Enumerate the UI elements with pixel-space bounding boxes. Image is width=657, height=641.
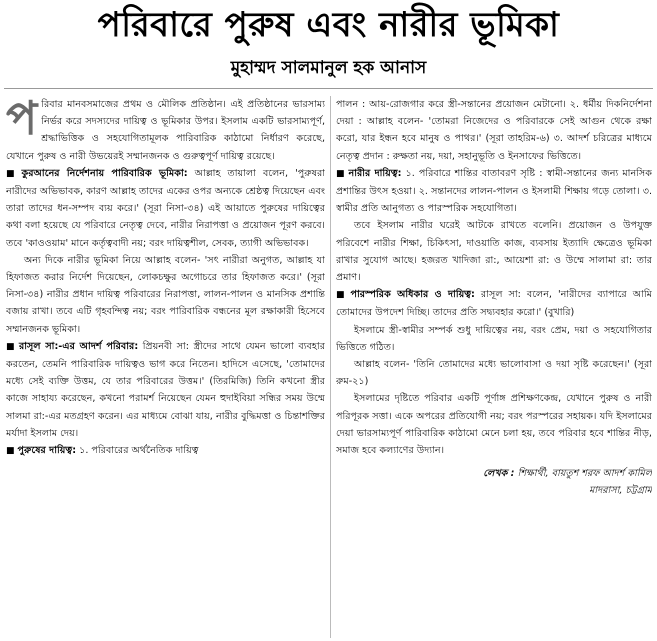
section1-heading: ■ কুরআনের নির্দেশনায় পারিবারিক ভূমিকা: [6, 168, 188, 179]
section5-paragraph3: আল্লাহ বলেন- 'তিনি তোমাদের মধ্যে ভালোবাসা ও দয়া সৃষ্টি করেছেন।' (সূরা রুম-২১) [336, 359, 652, 388]
section1-text: আল্লাহ তায়ালা বলেন, 'পুরুষরা নারীদের অভিভাবক, কারণ আল্লাহ তাদের একের ওপর অন্যকে শ্রেষ্ঠত্ব দিয়েছেন এবং তারা তাদের ধন-সম্পদ ব্যয় করে।' (সূরা নিসা-৩৪) এই আয়াতে পুরুষের দায়িত্বের কথা বলা হয়েছে যে পরিবারে নেতৃত্ব দেবে, নারীর নিরাপত্তা ও প্রয়োজন পূরণ করবে। তবে 'কাওওয়াম' মানে কর্তৃত্ববাদী নয়; বরং দায়িত্বশীল, সেবক, ত্যাগী অভিভাবক। [6, 167, 325, 249]
section5-text: রাসূল সা: বলেন, 'নারীদের ব্যাপারে আমি তোমাদের উপদেশ দিচ্ছি। তাদের প্রতি সদ্ব্যবহার করো।' (বুখারি) [336, 289, 652, 319]
section4-text: ১. পরিবারে শান্তির বাতাবরণ সৃষ্টি : স্বামী-সন্তানের জন্য মানসিক প্রশান্তির উৎস হওয়া। ২. সন্তানদের লালন-পালন ও ইসলামী শিক্ষায় গড়ে তোলা। ৩. স্বামীর প্রতি আনুগত্য ও পারস্পরিক সহযোগিতা। [336, 167, 652, 215]
section3-text-start: ১. পরিবারের অর্থনৈতিক দায়িত্ব [79, 445, 199, 457]
section5-heading: ■ পারস্পরিক অধিকার ও দায়িত্ব: [336, 289, 475, 300]
section2-paragraph [6, 338, 325, 442]
author-credit [336, 465, 652, 499]
intro-text: রিবার মানবসমাজের প্রথম ও মৌলিক প্রতিষ্ঠান। এই প্রতিষ্ঠানের ভারসাম্য নির্ভর করে সদস্যদের দায়িত্ব ও ভূমিকার উপর। ইসলাম একটি ভারসাম্যপূর্ণ, শ্রদ্ধাভিত্তিক ও সহযোগিতামূলক পারিবারিক কাঠামো নির্ধারণ করেছে, যেখানে পুরুষ ও নারী উভয়েরই সম্মানজনক ও গুরুত্বপূর্ণ দায়িত্ব রয়েছে। [6, 99, 325, 162]
dropcap: প [6, 96, 38, 145]
section4-heading: ■ নারীর দায়িত্ব: [336, 168, 402, 179]
article-headline: পরিবারে পুরুষ এবং নারীর ভূমিকা [97, 5, 560, 45]
section3-continued: পালন : আয়-রোজগার করে স্ত্রী-সন্তানের প্রয়োজন মেটানো। ২. ধর্মীয় দিকনির্দেশনা দেয়া : আল্লাহ বলেন- 'তোমরা নিজেদের ও পরিবারকে সেই আগুন থেকে রক্ষা করো, যার ইন্ধন হবে মানুষ ও পাথর।' (সূরা তাহরিম-৬) ৩. আদর্শ চরিত্রের মাধ্যমে নেতৃত্ব প্রদান : রুক্ষতা নয়, দয়া, সহানুভূতি ও ইনসাফের ভিত্তিতে। [336, 99, 652, 162]
section3-heading: ■ পুরুষের দায়িত্ব: [6, 445, 76, 456]
section4-paragraph [336, 165, 652, 218]
section5-paragraph2: ইসলামে স্ত্রী-স্বামীর সম্পর্ক শুধু দায়িত্বের নয়, বরং প্রেম, দয়া ও সহযোগিতার ভিত্তিতে গঠিত। [336, 324, 652, 353]
section2-text: প্রিয়নবী সা: স্ত্রীদের সাথে যেমন ভালো ব্যবহার করতেন, তেমনি পারিবারিক দায়িত্বও ভাগ করে নিতেন। হাদিসে এসেছে, 'তোমাদের মধ্যে সেই ব্যক্তি উত্তম, যে তার পরিবারের উত্তম।' (তিরমিজি) তিনি কখনো স্ত্রীর কাজে সাহায্য করেছেন, কখনো পরামর্শ নিয়েছেন যেমন হুদাইবিয়া সন্ধির সময় উম্মে সালমা রা:-এর মতগ্রহণ করেন। এর মাধ্যমে বোঝা যায়, নারীর বুদ্ধিমত্তা ও চিন্তাশক্তির মর্যাদা ইসলাম দেয়। [6, 340, 325, 439]
section3-paragraph [6, 442, 325, 460]
section4-paragraph2: তবে ইসলাম নারীর ঘরেই আটকে রাখতে বলেনি। প্রয়োজন ও উপযুক্ত পরিবেশে নারীর শিক্ষা, চিকিৎসা, দাওয়াতি কাজ, ব্যবসায় ইত্যাদি ক্ষেত্রেও ভূমিকা রাখার সুযোগ আছে। হজরত খাদিজা রা:, আয়েশা রা: ও উম্মে সালামা রা: তার প্রমাণ। [336, 220, 652, 284]
author-line2: মাদরাসা, চট্টগ্রাম [589, 485, 652, 497]
author-line1: শিক্ষার্থী, বায়তুশ শরফ আদর্শ কামিল [517, 468, 652, 480]
section2-heading: ■ রাসূল সা:-এর আদর্শ পরিবার: [6, 341, 138, 352]
article-byline: মুহাম্মদ সালমানুল হক আনাস [230, 58, 427, 78]
author-label: লেখক : [483, 468, 515, 480]
conclusion-paragraph: ইসলামের দৃষ্টিতে পরিবার একটি পূর্ণাঙ্গ প্রশিক্ষণকেন্দ্র, যেখানে পুরুষ ও নারী পরিপূরক সত্তা। একে অপরের প্রতিযোগী নয়; বরং পরস্পরের সহায়ক। যদি ইসলামের দেয়া ভারসাম্যপূর্ণ পারিবারিক কাঠামো মেনে চলা হয়, তবে পরিবার হবে শান্তির নীড়, সমাজ হবে কল্যাণের উদ্যান। [336, 393, 652, 457]
header-rule [4, 88, 653, 89]
left-column [6, 96, 325, 638]
column-divider [330, 96, 331, 638]
section1-paragraph2: অন্য দিকে নারীর ভূমিকা নিয়ে আল্লাহ বলেন- 'সৎ নারীরা অনুগত, আল্লাহ যা হিফাজত করার নির্দেশ দিয়েছেন, লোকচক্ষুর অগোচরে তার হিফাজত করে।' (সূরা নিসা-৩৪) নারীর প্রধান দায়িত্ব পরিবারের নিরাপত্তা, লালন-পালন ও মানসিক প্রশান্তি বজায় রাখা। তবে এটি গৃহবন্দিত্ব নয়; বরং পারিবারিক বন্ধনের মূল রক্ষাকারী হিসেবে সম্মানজনক ভূমিকা। [6, 254, 325, 335]
intro-paragraph [6, 96, 325, 165]
section5-paragraph [336, 286, 652, 321]
right-column [336, 96, 652, 638]
section1-paragraph [6, 165, 325, 252]
